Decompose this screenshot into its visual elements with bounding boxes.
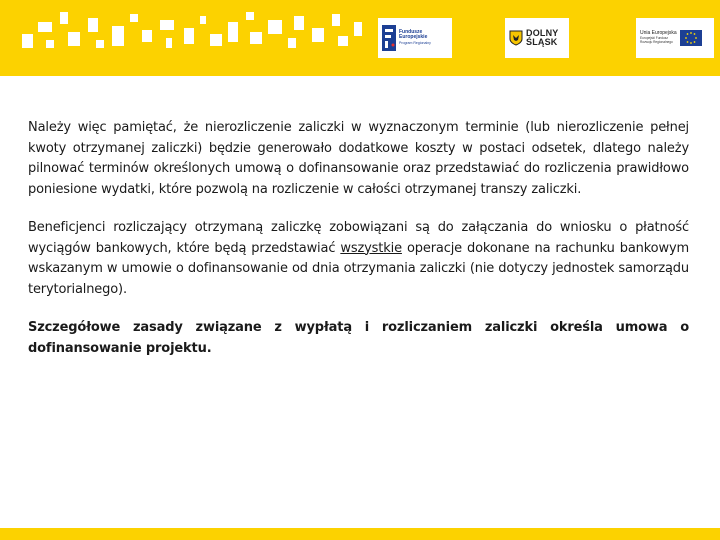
fundusze-line-1: Fundusze (399, 28, 423, 35)
dolny-slask-logo (505, 18, 569, 58)
footer-bar (0, 528, 720, 540)
emphasized-word-wszystkie: wszystkie (340, 240, 402, 256)
paragraph-bank-statements (28, 218, 689, 300)
header-banner (0, 0, 720, 76)
dolny-slask-line-2: ŚLĄSK (526, 37, 558, 47)
dolny-slask-line-1: DOLNY (526, 28, 559, 39)
fundusze-subtitle: Program Regionalny (399, 41, 431, 46)
paragraph-detailed-rules: Szczegółowe zasady związane z wypłatą i rozliczaniem zaliczki określa umowa o dofinansowanie projektu. (28, 320, 689, 356)
unia-subtitle-line-2: Rozwoju Regionalnego (640, 39, 673, 44)
paragraph-settlement-deadline: Należy więc pamiętać, że nierozliczenie zaliczki w wyznaczonym terminie (lub nierozliczenie pełnej kwoty otrzymanej zaliczki) będzie generowało dodatkowe koszty w postaci odsetek, dlatego należy pilnować terminów określonych umową o dofinansowanie oraz przedstawiać do rozliczenia prawidłowo poniesione wydatki, które pozwolą na rozliczenie w całości otrzymanej transzy zaliczki. (28, 120, 689, 197)
fundusze-line-2: Europejskie (399, 34, 428, 41)
unia-title: Unia Europejska (640, 30, 677, 37)
decorative-squares-graphic (0, 0, 370, 76)
paragraph-bank-statements-part-1: Beneficjenci rozliczający otrzymaną zaliczkę zobowiązani są do załączania do wniosku o płatność wyciągów bankowych, które będą przedstawiać (28, 220, 689, 256)
paragraph-bank-statements-part-2: operacje dokonane na rachunku bankowym wskazanym w umowie o dofinansowanie od dnia otrzymania zaliczki (nie dotyczy jednostek samorządu terytorialnego). (28, 240, 689, 297)
main-text (28, 118, 689, 359)
fundusze-europejskie-logo (378, 18, 452, 58)
unia-subtitle-line-1: Europejski Fundusz (640, 36, 668, 41)
fundusze-europejskie-emblem-icon (382, 25, 396, 51)
eagle-crest-icon (509, 30, 523, 46)
unia-europejska-logo (636, 18, 714, 58)
eu-flag-icon (680, 30, 702, 46)
